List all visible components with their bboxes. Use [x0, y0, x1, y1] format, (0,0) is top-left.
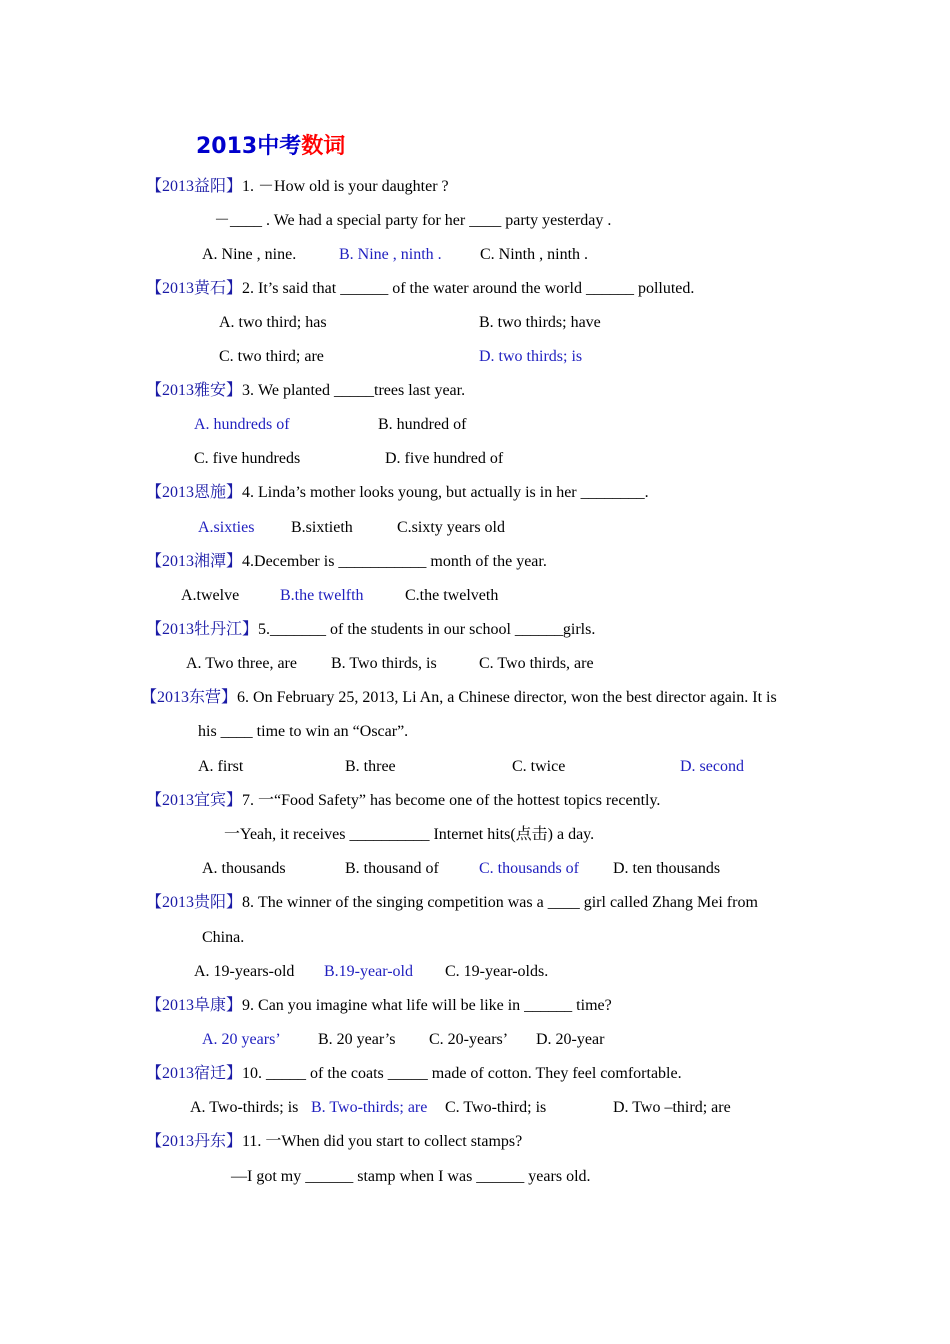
option-b-answer: B. Two-thirds; are — [311, 1099, 428, 1116]
option-d-answer: D. second — [680, 758, 744, 775]
question-stem: 1. －How old is your daughter ? — [242, 178, 449, 195]
question-9 — [146, 996, 612, 1016]
question-2 — [146, 279, 694, 299]
option-c: C. 19-year-olds. — [445, 963, 549, 980]
option-d: D. 20-year — [536, 1031, 605, 1048]
question-source: 【2013宿迁】 — [146, 1065, 243, 1082]
option-d-answer: D. two thirds; is — [479, 348, 583, 365]
option-c: C. Two thirds, are — [479, 655, 594, 672]
question-source: 【2013雅安】 — [146, 382, 243, 399]
option-a: A.twelve — [181, 587, 240, 604]
option-b-answer: B.19-year-old — [324, 963, 413, 980]
question-stem: 2. It’s said that ______ of the water around the world ______ polluted. — [242, 280, 695, 297]
question-source: 【2013丹东】 — [146, 1133, 243, 1150]
option-c: C. 20-years’ — [429, 1031, 509, 1048]
option-c-answer: C. thousands of — [479, 860, 579, 877]
question-1 — [146, 177, 449, 197]
option-b: B. 20 year’s — [318, 1031, 396, 1048]
question-source: 【2013益阳】 — [146, 178, 243, 195]
question-4b — [146, 552, 547, 572]
option-b: B. two thirds; have — [479, 314, 601, 331]
question-source: 【2013东营】 — [141, 689, 238, 706]
question-source: 【2013阜康】 — [146, 997, 243, 1014]
question-8 — [146, 893, 758, 913]
question-1-line2: －____ . We had a special party for her ____ party yesterday . — [214, 212, 612, 229]
question-source: 【2013黄石】 — [146, 280, 243, 297]
question-7-line2: 一Yeah, it receives __________ Internet hits(点击) a day. — [224, 826, 595, 843]
option-b: B. three — [345, 758, 396, 775]
question-11 — [146, 1132, 522, 1152]
question-source: 【2013恩施】 — [146, 484, 243, 501]
option-a: A. first — [198, 758, 244, 775]
option-a: A. two third; has — [219, 314, 327, 331]
question-stem: 7. 一“Food Safety” has become one of the hottest topics recently. — [242, 792, 661, 809]
option-a: A. 19-years-old — [194, 963, 295, 980]
option-c: C. Two-third; is — [445, 1099, 547, 1116]
question-source: 【2013湘潭】 — [146, 553, 243, 570]
question-6-line2: his ____ time to win an “Oscar”. — [198, 723, 409, 740]
question-source: 【2013贵阳】 — [146, 894, 243, 911]
question-5 — [146, 620, 595, 640]
question-source: 【2013牡丹江】 — [146, 621, 259, 638]
option-a: A. Two three, are — [186, 655, 297, 672]
option-b: B. hundred of — [378, 416, 467, 433]
question-stem: 5._______ of the students in our school ______girls. — [258, 621, 596, 638]
option-b: B. Two thirds, is — [331, 655, 437, 672]
question-stem: 9. Can you imagine what life will be like in ______ time? — [242, 997, 612, 1014]
option-c: C. two third; are — [219, 348, 324, 365]
option-a: A. thousands — [202, 860, 286, 877]
question-stem: 4. Linda’s mother looks young, but actually is in her ________. — [242, 484, 649, 501]
option-d: D. five hundred of — [385, 450, 504, 467]
page-title — [196, 132, 345, 162]
option-c: C.the twelveth — [405, 587, 499, 604]
title-part1: 2013中考 — [196, 134, 302, 159]
question-7 — [146, 791, 660, 811]
question-4 — [146, 483, 649, 503]
question-stem: 10. _____ of the coats _____ made of cotton. They feel comfortable. — [242, 1065, 682, 1082]
question-source: 【2013宜宾】 — [146, 792, 243, 809]
question-stem: 11. 一When did you start to collect stamps? — [242, 1133, 523, 1150]
option-a-answer: A. 20 years’ — [202, 1031, 281, 1048]
option-b-answer: B. Nine , ninth . — [339, 246, 442, 263]
option-d: D. ten thousands — [613, 860, 721, 877]
question-8-line2: China. — [202, 929, 245, 946]
question-stem: 8. The winner of the singing competition was a ____ girl called Zhang Mei from — [242, 894, 758, 911]
option-b: B. thousand of — [345, 860, 439, 877]
option-a-answer: A. hundreds of — [194, 416, 290, 433]
option-c: C. Ninth , ninth . — [480, 246, 589, 263]
option-a: A. Two-thirds; is — [190, 1099, 299, 1116]
option-a: A. Nine , nine. — [202, 246, 297, 263]
option-c: C. five hundreds — [194, 450, 301, 467]
option-b: B.sixtieth — [291, 519, 353, 536]
question-10 — [146, 1064, 682, 1084]
option-c: C. twice — [512, 758, 566, 775]
question-stem: 4.December is ___________ month of the year. — [242, 553, 547, 570]
title-part2: 数词 — [301, 134, 346, 159]
question-stem: 3. We planted _____trees last year. — [242, 382, 466, 399]
option-d: D. Two –third; are — [613, 1099, 731, 1116]
question-3 — [146, 381, 465, 401]
question-stem: 6. On February 25, 2013, Li An, a Chinese director, won the best director again. It is — [237, 689, 777, 706]
option-c: C.sixty years old — [397, 519, 505, 536]
question-11-line2: —I got my ______ stamp when I was ______ years old. — [231, 1168, 591, 1185]
question-6 — [141, 688, 777, 708]
option-a-answer: A.sixties — [198, 519, 255, 536]
option-b-answer: B.the twelfth — [280, 587, 364, 604]
